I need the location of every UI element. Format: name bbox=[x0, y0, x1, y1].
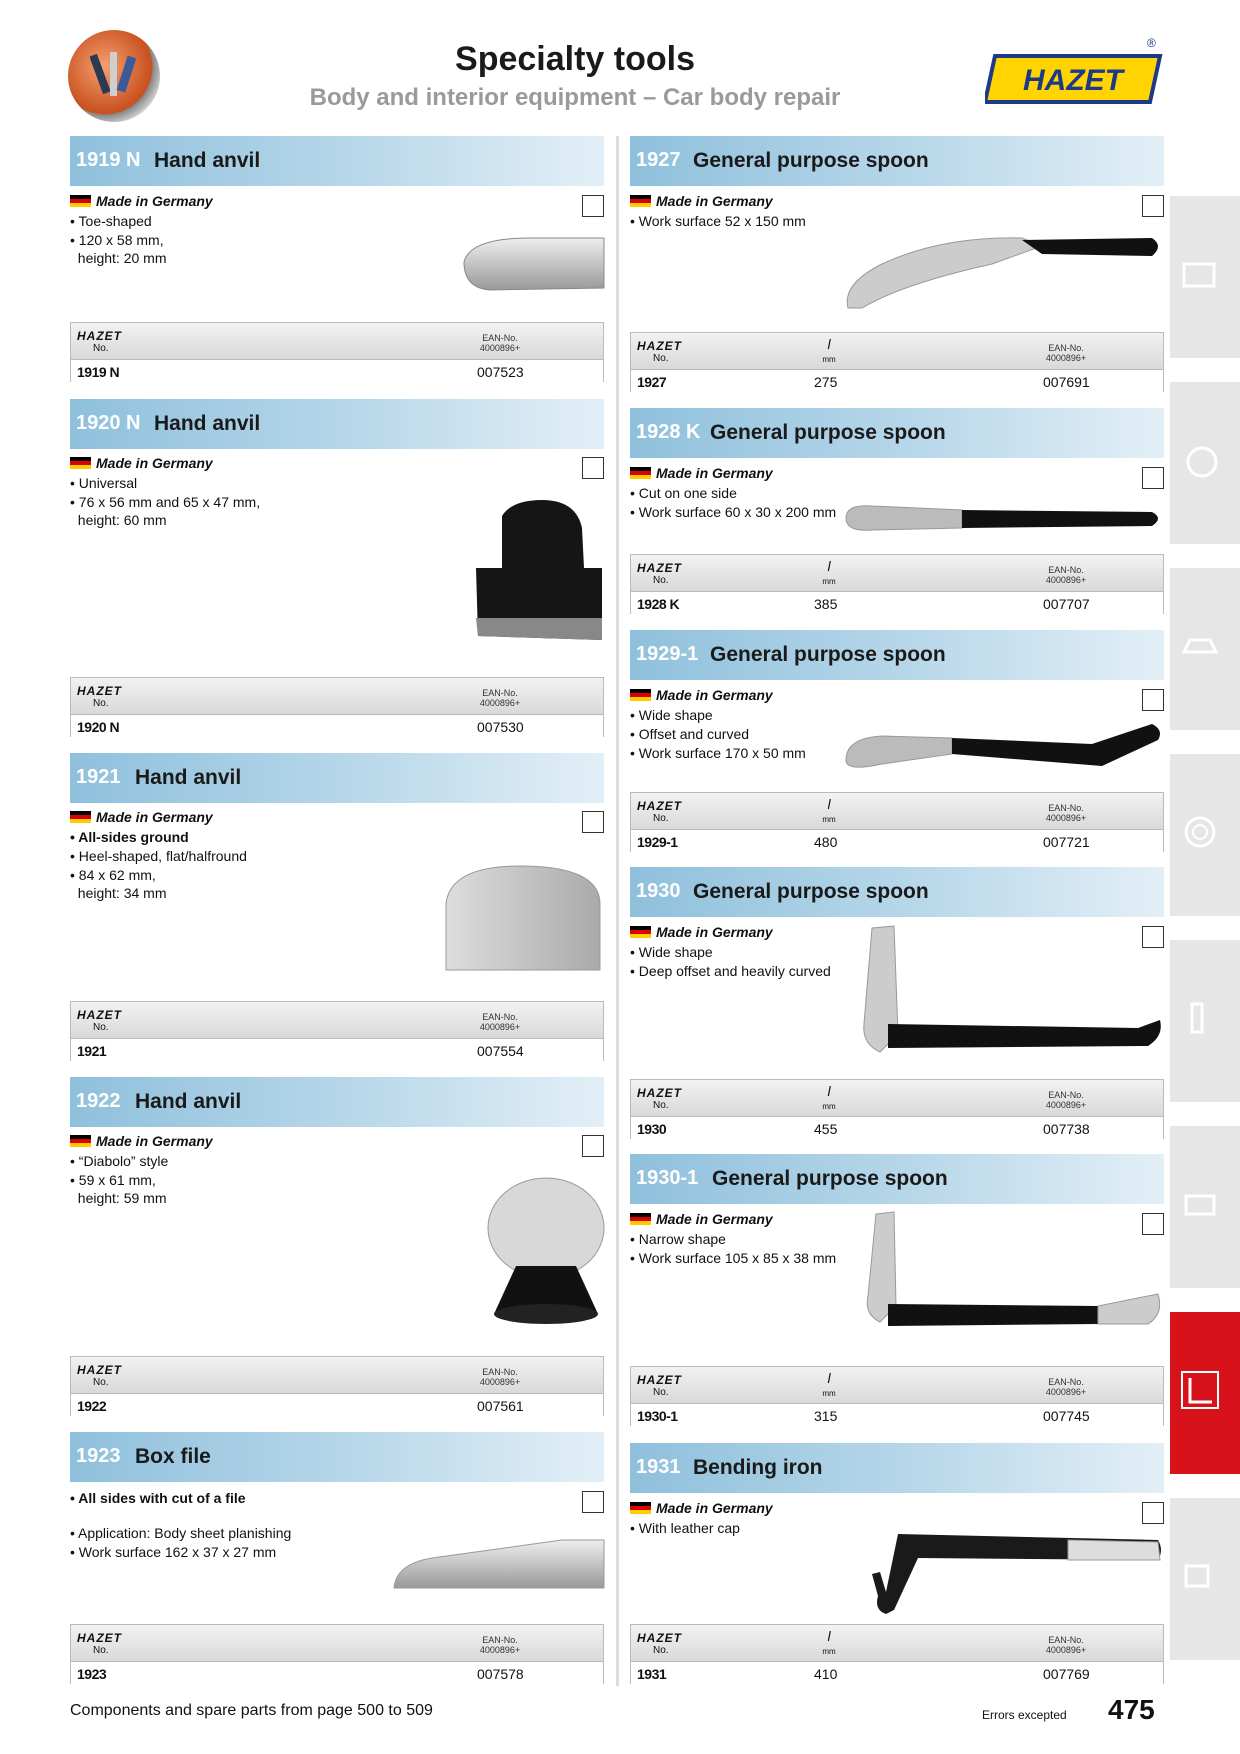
length-cell: 455 bbox=[814, 1121, 838, 1137]
spoon-image bbox=[842, 500, 1164, 536]
item-title: General purpose spoon bbox=[710, 421, 946, 444]
length-cell: 480 bbox=[814, 834, 838, 850]
brake-icon bbox=[1180, 812, 1220, 852]
order-table: HAZET No. EAN-No. 4000896+ 1922 007561 bbox=[70, 1356, 604, 1416]
german-flag-icon bbox=[70, 811, 91, 823]
section-header bbox=[70, 1432, 604, 1482]
feature-text: • All-sides ground bbox=[70, 829, 189, 845]
ean-cell: 007707 bbox=[1043, 596, 1090, 612]
feature-text: • 120 x 58 mm, height: 20 mm bbox=[70, 232, 167, 266]
length-cell: 275 bbox=[814, 374, 838, 390]
item-number: 1931 bbox=[636, 1456, 681, 1478]
section-header bbox=[630, 1154, 1164, 1204]
registered-mark: ® bbox=[1147, 36, 1156, 50]
order-table: HAZET No. l mm EAN-No. 4000896+ 1929-1 480 007721 bbox=[630, 792, 1164, 852]
side-tab-car[interactable] bbox=[1170, 568, 1240, 730]
page-subtitle: Body and interior equipment – Car body repair bbox=[309, 84, 841, 111]
feature-text: • Work surface 105 x 85 x 38 mm bbox=[630, 1250, 837, 1266]
body-repair-icon bbox=[1180, 1370, 1220, 1410]
ean-cell: 007578 bbox=[477, 1666, 524, 1682]
body-repair-icon bbox=[582, 457, 604, 479]
item-title: Hand anvil bbox=[154, 149, 261, 172]
item-title: Hand anvil bbox=[135, 766, 242, 789]
item-title: Hand anvil bbox=[135, 1090, 242, 1113]
made-in-germany: Made in Germany bbox=[70, 809, 213, 825]
made-in-germany: Made in Germany bbox=[630, 1211, 773, 1227]
wheel-icon bbox=[1180, 440, 1220, 480]
feature-text: • Cut on one side bbox=[630, 485, 737, 501]
spoon-image bbox=[858, 1210, 1164, 1328]
feature-text: • Toe-shaped bbox=[70, 213, 152, 229]
made-in-germany: Made in Germany bbox=[630, 193, 773, 209]
length-cell: 315 bbox=[814, 1408, 838, 1424]
hand-anvil-image bbox=[472, 498, 606, 644]
ean-cell: 007561 bbox=[477, 1398, 524, 1414]
item-number-cell: 1919 N bbox=[77, 364, 120, 380]
side-tab-engine[interactable] bbox=[1170, 196, 1240, 358]
item-title: General purpose spoon bbox=[712, 1167, 948, 1190]
ean-cell: 007554 bbox=[477, 1043, 524, 1059]
section-header bbox=[70, 136, 604, 186]
side-tab-battery[interactable] bbox=[1170, 1126, 1240, 1288]
body-repair-icon bbox=[582, 195, 604, 217]
truck-icon bbox=[1180, 1556, 1220, 1596]
feature-text: • Narrow shape bbox=[630, 1231, 726, 1247]
item-number: 1929-1 bbox=[636, 643, 699, 665]
section-header bbox=[630, 867, 1164, 917]
feature-text: • Application: Body sheet planishing bbox=[70, 1525, 292, 1541]
hand-anvil-image bbox=[486, 1176, 608, 1328]
feature-text: • Deep offset and heavily curved bbox=[630, 963, 831, 979]
feature-text: • 84 x 62 mm, height: 34 mm bbox=[70, 867, 167, 901]
feature-text: • Offset and curved bbox=[630, 726, 750, 742]
item-number-cell: 1922 bbox=[77, 1398, 107, 1414]
ean-cell: 007769 bbox=[1043, 1666, 1090, 1682]
section-header bbox=[630, 136, 1164, 186]
column-divider bbox=[616, 136, 619, 1686]
battery-icon bbox=[1180, 1184, 1220, 1224]
hazet-logo bbox=[985, 36, 1165, 108]
ean-cell: 007691 bbox=[1043, 374, 1090, 390]
order-table: HAZET No. l mm EAN-No. 4000896+ 1927 275 007691 bbox=[630, 332, 1164, 392]
hand-anvil-image bbox=[440, 864, 606, 974]
spoon-image bbox=[842, 224, 1164, 312]
car-icon bbox=[1180, 626, 1220, 666]
feature-text: • 59 x 61 mm, height: 59 mm bbox=[70, 1172, 167, 1206]
side-tab-wheel[interactable] bbox=[1170, 382, 1240, 544]
item-number-cell: 1923 bbox=[77, 1666, 107, 1682]
feature-text: • Work surface 162 x 37 x 27 mm bbox=[70, 1544, 277, 1560]
item-number-cell: 1920 N bbox=[77, 719, 120, 735]
item-number-cell: 1931 bbox=[637, 1666, 667, 1682]
item-number: 1921 bbox=[76, 766, 121, 788]
item-number: 1920 N bbox=[76, 412, 141, 434]
german-flag-icon bbox=[630, 467, 651, 479]
side-tab-brake[interactable] bbox=[1170, 754, 1240, 916]
feature-text: • Work surface 170 x 50 mm bbox=[630, 745, 806, 761]
german-flag-icon bbox=[630, 1502, 651, 1514]
item-title: General purpose spoon bbox=[693, 149, 929, 172]
body-repair-icon bbox=[1142, 689, 1164, 711]
german-flag-icon bbox=[630, 689, 651, 701]
item-number: 1930-1 bbox=[636, 1167, 699, 1189]
ean-cell: 007738 bbox=[1043, 1121, 1090, 1137]
feature-text: • Universal bbox=[70, 475, 138, 491]
section-header bbox=[70, 1077, 604, 1127]
section-header bbox=[70, 753, 604, 803]
german-flag-icon bbox=[70, 457, 91, 469]
body-repair-icon bbox=[1142, 1502, 1164, 1524]
order-table: HAZET No. EAN-No. 4000896+ 1923 007578 bbox=[70, 1624, 604, 1684]
order-table: HAZET No. l mm EAN-No. 4000896+ 1931 410 007769 bbox=[630, 1624, 1164, 1684]
ean-cell: 007721 bbox=[1043, 834, 1090, 850]
feature-text: • All sides with cut of a file bbox=[70, 1490, 246, 1506]
item-number: 1930 bbox=[636, 880, 681, 902]
spoon-image bbox=[842, 720, 1164, 772]
made-in-germany: Made in Germany bbox=[70, 1133, 213, 1149]
order-table: HAZET No. l mm EAN-No. 4000896+ 1928 K 385 007707 bbox=[630, 554, 1164, 614]
spoon-image bbox=[858, 924, 1164, 1056]
made-in-germany: Made in Germany bbox=[70, 455, 213, 471]
item-number: 1919 N bbox=[76, 149, 141, 171]
feature-text: • “Diabolo” style bbox=[70, 1153, 169, 1169]
made-in-germany: Made in Germany bbox=[70, 193, 213, 209]
engine-icon bbox=[1180, 254, 1220, 294]
hand-anvil-image bbox=[460, 232, 608, 296]
feature-text: • Heel-shaped, flat/halfround bbox=[70, 848, 247, 864]
ean-cell: 007745 bbox=[1043, 1408, 1090, 1424]
footer-components: Components and spare parts from page 500 to 509 bbox=[70, 1702, 433, 1719]
order-table: HAZET No. EAN-No. 4000896+ 1921 007554 bbox=[70, 1001, 604, 1061]
feature-text: • 76 x 56 mm and 65 x 47 mm, height: 60 mm bbox=[70, 494, 261, 528]
length-cell: 385 bbox=[814, 596, 838, 612]
body-repair-icon bbox=[582, 1135, 604, 1157]
made-in-germany: Made in Germany bbox=[630, 924, 773, 940]
item-number: 1923 bbox=[76, 1445, 121, 1467]
feature-text: • Work surface 60 x 30 x 200 mm bbox=[630, 504, 837, 520]
feature-text: • With leather cap bbox=[630, 1520, 740, 1536]
length-cell: 410 bbox=[814, 1666, 838, 1682]
feature-text: • Wide shape bbox=[630, 944, 713, 960]
side-tab-mechanic[interactable] bbox=[1170, 940, 1240, 1102]
item-number: 1922 bbox=[76, 1090, 121, 1112]
footer-errors: Errors excepted bbox=[982, 1708, 1067, 1722]
mechanic-icon bbox=[1180, 998, 1220, 1038]
section-header bbox=[70, 399, 604, 449]
body-repair-icon bbox=[582, 1491, 604, 1513]
german-flag-icon bbox=[630, 926, 651, 938]
item-title: Bending iron bbox=[693, 1456, 823, 1479]
section-header bbox=[630, 1443, 1164, 1493]
item-number-cell: 1927 bbox=[637, 374, 667, 390]
section-header bbox=[630, 408, 1164, 458]
body-repair-icon bbox=[1142, 195, 1164, 217]
order-table: HAZET No. EAN-No. 4000896+ 1920 N 007530 bbox=[70, 677, 604, 737]
feature-text: • Work surface 52 x 150 mm bbox=[630, 213, 806, 229]
item-number-cell: 1930-1 bbox=[637, 1408, 678, 1424]
item-title: General purpose spoon bbox=[693, 880, 929, 903]
feature-text: • Wide shape bbox=[630, 707, 713, 723]
made-in-germany: Made in Germany bbox=[630, 465, 773, 481]
order-table: HAZET No. l mm EAN-No. 4000896+ 1930-1 315 007745 bbox=[630, 1366, 1164, 1426]
side-tab-truck[interactable] bbox=[1170, 1498, 1240, 1660]
body-repair-icon bbox=[1142, 467, 1164, 489]
item-title: Box file bbox=[135, 1445, 211, 1468]
page-number: 475 bbox=[1108, 1694, 1155, 1725]
german-flag-icon bbox=[630, 195, 651, 207]
box-file-image bbox=[392, 1536, 606, 1592]
german-flag-icon bbox=[630, 1213, 651, 1225]
bending-iron-image bbox=[858, 1530, 1164, 1618]
item-number: 1927 bbox=[636, 149, 681, 171]
item-number-cell: 1928 K bbox=[637, 596, 680, 612]
item-number-cell: 1921 bbox=[77, 1043, 107, 1059]
ean-cell: 007530 bbox=[477, 719, 524, 735]
german-flag-icon bbox=[70, 1135, 91, 1147]
order-table: HAZET No. l mm EAN-No. 4000896+ 1930 455 007738 bbox=[630, 1079, 1164, 1139]
body-repair-icon bbox=[582, 811, 604, 833]
ean-cell: 007523 bbox=[477, 364, 524, 380]
made-in-germany: Made in Germany bbox=[630, 687, 773, 703]
german-flag-icon bbox=[70, 195, 91, 207]
item-number-cell: 1929-1 bbox=[637, 834, 678, 850]
section-header bbox=[630, 630, 1164, 680]
item-title: Hand anvil bbox=[154, 412, 261, 435]
page-title: Specialty tools bbox=[455, 40, 695, 78]
item-number: 1928 K bbox=[636, 421, 701, 443]
item-number-cell: 1930 bbox=[637, 1121, 667, 1137]
item-title: General purpose spoon bbox=[710, 643, 946, 666]
svg-text:HAZET: HAZET bbox=[1023, 64, 1123, 97]
order-table: HAZET No. EAN-No. 4000896+ 1919 N 007523 bbox=[70, 322, 604, 382]
made-in-germany: Made in Germany bbox=[630, 1500, 773, 1516]
side-tab-body-repair[interactable] bbox=[1170, 1312, 1240, 1474]
